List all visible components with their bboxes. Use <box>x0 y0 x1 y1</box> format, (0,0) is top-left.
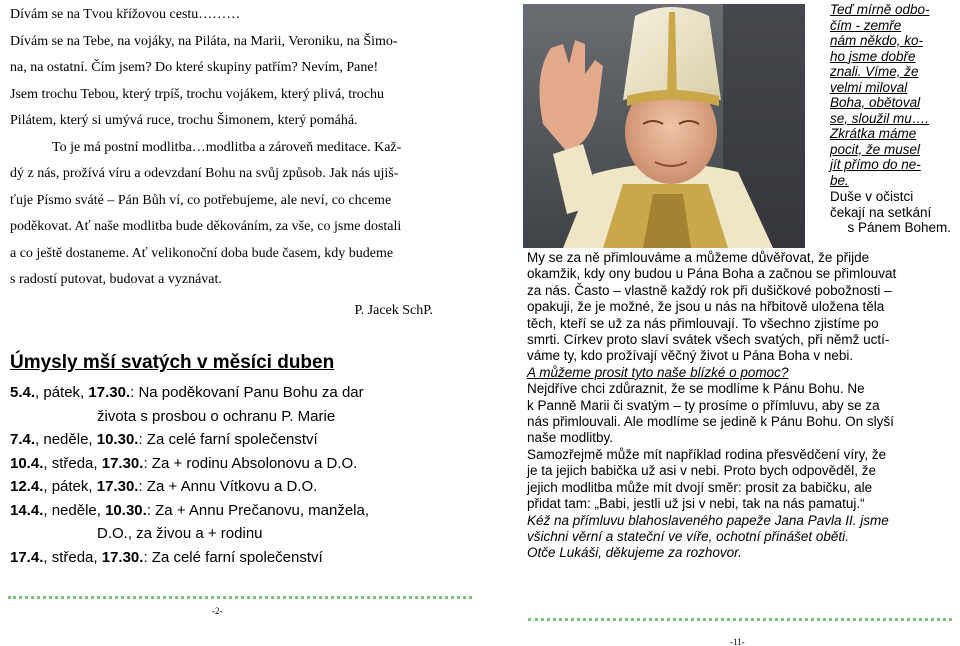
question-line: A můžeme prosit tyto naše blízké o pomoc? <box>527 364 789 380</box>
intention-continuation: D.O., za živou a + rodinu <box>97 525 263 542</box>
side-line: Zkrátka máme <box>830 126 917 141</box>
interview-line: přidat tam: „Babi, jestli už jsi v nebi, tak na nás pamatuj.“ <box>527 496 865 512</box>
interview-line: Otče Lukáši, děkujeme za rozhovor. <box>527 545 742 561</box>
side-line: s Pánem Bohem. <box>847 220 951 235</box>
intention-row <box>10 381 470 405</box>
poem-line: Pilátem, který si umývá ruce, trochu Šimonem, který pomáhá. <box>10 113 358 128</box>
interview-line: smrti. Církev proto slaví svátek všech svatých, při němž uctí- <box>527 332 890 348</box>
interview-line: Kéž na přímluvu blahoslaveného papeže Jana Pavla II. jsme <box>527 512 889 528</box>
poem-line: ťuje Písmo sváté – Pán Bůh ví, co potřebujeme, ale neví, co chceme <box>10 192 392 208</box>
intention-row <box>10 499 470 523</box>
intention-text: : Za celé farní společenství <box>143 548 323 566</box>
intention-day: , neděle, <box>35 431 97 448</box>
intention-day: , neděle, <box>43 501 106 519</box>
interview-line: nás přimlouvali. Ale modlíme se jedině k Pánu Bohu. On slyší <box>527 414 894 430</box>
side-line: znali. Víme, že <box>830 64 919 79</box>
interview-line: My se za ně přimlouváme a můžeme důvěřovat, že přijde <box>527 250 870 265</box>
interview-line: Nejdříve chci zdůraznit, že se modlíme k Pánu Bohu. Ne <box>527 381 865 397</box>
side-line: pocit, že musel <box>830 141 921 157</box>
poem-line: na, na ostatní. Čím jsem? Do které skupiny patřím? Nevím, Pane! <box>10 60 379 75</box>
interview-line: je ta jejich babička už asi v nebi. Proto bych odpověděl, že <box>527 463 876 479</box>
interview-text <box>527 250 952 562</box>
poem-line: dý z nás, prožívá víru a odevzdaní Bohu na svůj způsob. Jak nás ujiš- <box>10 166 399 181</box>
side-italic-text <box>830 2 951 188</box>
intention-text: : Za celé farní společenství <box>138 431 318 448</box>
poem-line: Jsem trochu Tebou, který trpíš, trochu vojákem, který plivá, trochu <box>10 86 384 102</box>
side-line: Teď mírně odbo- <box>830 2 930 17</box>
intentions-title: Úmysly mší svatých v měsíci duben <box>10 352 335 373</box>
intention-continuation: života s prosbou o ochranu P. Marie <box>97 407 336 425</box>
interview-line: všichni věrní a stateční ve víře, ochotní přinášet oběti. <box>527 528 849 544</box>
intention-time: 17.30. <box>96 478 139 495</box>
interview-line: jejich modlitba může mít dvojí směr: prosit za babičku, ale <box>527 479 873 495</box>
interview-line: těch, kteří se už za nás přimlouvají. To všechno zjistíme po <box>527 315 879 331</box>
intention-row <box>10 546 470 570</box>
intention-text: : Na poděkovaní Panu Bohu za dar <box>130 384 364 401</box>
interview-line: okamžik, kdy ony budou u Pána Boha a začnou se přimlouvat <box>527 266 897 282</box>
right-page <box>480 0 960 646</box>
side-line: čekají na setkání <box>830 204 932 220</box>
intention-date: 10.4. <box>10 454 44 472</box>
side-line: nám někdo, ko- <box>830 33 924 48</box>
side-line: Duše v očistci <box>830 189 914 204</box>
side-line: ho jsme dobře <box>830 48 916 64</box>
interview-line: k Panně Marii či svatým – ty prosíme o přímluvu, aby se za <box>527 397 880 413</box>
side-line: se, sloužil mu…. <box>830 110 930 126</box>
intention-text: : Za + Annu Vítkovu a D.O. <box>138 478 318 495</box>
side-normal-text <box>830 189 951 236</box>
interview-line: opakuji, že je možné, že jsou u nás na hřbitově uložena těla <box>527 299 885 315</box>
side-column <box>830 2 951 236</box>
intention-text: : Za + rodinu Absolonovu a D.O. <box>143 454 358 472</box>
poem-line: poděkovat. Ať naše modlitba bude děkováním, za vše, co jsme dostali <box>10 219 402 234</box>
interview-line: váme ty, kdo prožívají věčný život u Pána Boha v nebi. <box>527 348 854 364</box>
intention-date: 14.4. <box>10 501 44 519</box>
intention-text: : Za + Annu Prečanovu, manžela, <box>146 501 370 519</box>
poem-line: Dívám se na Tebe, na vojáky, na Piláta, na Marii, Veroniku, na Šimo- <box>10 33 398 49</box>
page-number: -11- <box>730 637 745 646</box>
intention-row <box>10 452 470 476</box>
intentions-list <box>10 381 470 569</box>
intention-time: 17.30. <box>101 548 144 566</box>
intention-date: 5.4. <box>10 384 36 401</box>
page-number: -2- <box>212 606 223 616</box>
intention-day: , pátek, <box>35 384 89 401</box>
intention-date: 17.4. <box>10 548 44 566</box>
pope-photo-image <box>523 4 805 248</box>
side-line: jít přímo do ne- <box>830 157 921 172</box>
pope-photo <box>523 4 805 248</box>
dotted-divider <box>528 618 952 621</box>
poem-line: s radostí putovat, budovat a vyznávat. <box>10 272 222 287</box>
intention-date: 12.4. <box>10 478 44 495</box>
poem-text <box>10 2 435 324</box>
side-line: čím - zemře <box>830 17 902 33</box>
intention-time: 17.30. <box>88 384 131 401</box>
side-line: velmi miloval <box>830 79 908 95</box>
intention-time: 10.30. <box>96 431 139 448</box>
interview-line: Samozřejmě může mít například rodina přesvědčení víry, že <box>527 446 887 462</box>
signature: P. Jacek SchP. <box>354 302 433 318</box>
intention-time: 10.30. <box>105 501 147 519</box>
side-line: be. <box>830 172 849 188</box>
intention-row <box>10 475 470 499</box>
poem-line: Dívám se na Tvou křížovou cestu……… <box>10 7 241 22</box>
intention-time: 17.30. <box>101 454 144 472</box>
interview-line: za nás. Často – vlastně každý rok při dušičkové pobožnosti – <box>527 282 892 298</box>
interview-line: naše modlitby. <box>527 430 614 446</box>
poem-line: a co ještě dostaneme. Ať velikonoční doba bude časem, kdy budeme <box>10 245 394 261</box>
dotted-divider <box>8 596 472 599</box>
intention-day: , pátek, <box>43 478 97 495</box>
intention-date: 7.4. <box>10 431 36 448</box>
intention-row <box>10 428 470 452</box>
intention-day: , středa, <box>43 454 102 472</box>
side-line: Boha, obětoval <box>830 95 921 110</box>
intention-day: , středa, <box>43 548 102 566</box>
poem-line: To je má postní modlitba…modlitba a zároveň meditace. Kaž- <box>52 139 402 155</box>
